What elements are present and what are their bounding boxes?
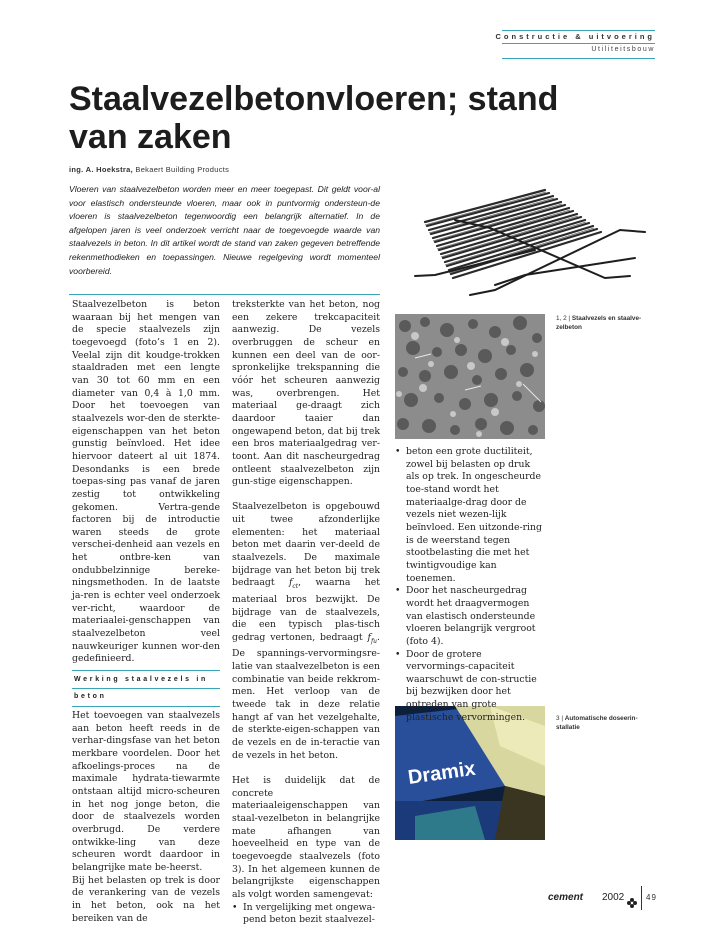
col1-paragraph-1: Staalvezelbeton is beton waaraan bij het mengen van de specie staalvezels zijn toegevoegd (foto’s 1 en 2). Veelal zijn dit koudge-trokken staaldraden met een lengte van 30 tot 60 mm en een diameter van 0,4 à 1,0 mm. Door het toevoegen van staalvezels wor-den de sterkte-eigenschappen van het beton gunstig beïnvloed. Het idee hiervoor dateert al uit 1874. Desondanks is een brede toepas-sing pas vanaf de jaren zestig tot ontwikkeling gekomen. Vertra-gende factoren bij de introductie waren steeds de grote verschei-denheid aan vezels en het ontbre-ken van ondubbelzinnige bereke-ningsmethoden. In de laatste ja-ren is echter veel onderzoek ver-richt, waardoor de materiaalei-genschappen van staalvezelbeton veel nauwkeuriger kunnen wor-den gedefinieerd. [72,299,220,665]
col1-paragraph-3: Bij het belasten op trek is door de verankering van de vezels in het beton, ook na het bereiken van de [72,874,220,924]
col3-bullet-list [395,446,543,724]
header-subsection: Utiliteitsbouw [591,46,655,53]
dramix-logo-text: Dramix [406,757,477,789]
header-section: Constructie & uitvoering [495,32,655,41]
photo-fibre-concrete [395,314,545,439]
symbol-ffu: $f_{fu}$ [367,631,378,645]
byline [69,165,229,174]
page-number: 49 [646,893,657,902]
bullet-item: • Door de grotere vervormings-capaciteit waarschuwt de con-structie bij bezwijken door het optreden van grote plastische vervormingen. [395,649,543,725]
header-rule-mid [502,43,655,44]
caption-text: Automatische doseerin-stallatie [556,715,638,731]
header-rule-bottom [502,58,655,59]
bullet-item: • Door het nascheurgedrag wordt het draagvermogen van elastisch ondersteunde vloeren belangrijk vergroot (foto 4). [395,585,543,648]
footer-journal-name: cement [548,892,584,903]
col1-paragraph-2: Het toevoegen van staalvezels aan beton heeft reeds in de verhar-dingsfase van het beton merkbare voordelen. Door het afkoelings-proces na de maximale hydrata-tiewarmte ontstaan altijd micro-scheuren in het nog jonge beton, die door de staalvezels worden overbrugd. De verdere ontwikke-ling van deze scheuren wordt daardoor in belangrijke mate be-heerst. [72,710,220,873]
section-heading-line-1: Werking staalvezels in [74,676,208,684]
col2-paragraph-3: Het is duidelijk dat de concrete materiaaleigenschappen van staal-vezelbeton in belangrijke mate afhangen van hoeveelheid en type van de toegevoegde staalvezels (foto 3). In het algemeen kunnen de belangrijkste eigenschappen als volgt worden samengevat: [232,774,380,900]
symbol-fct: $f_{ct}$ [288,577,299,591]
intro-divider [69,294,380,295]
col2-paragraph-2: Staalvezelbeton is opgebouwd uit twee afzonderlijke elementen: het materiaal beton met daarin ver-deeld de staalvezels. De maximale bijdrage van het beton bij trek bedraagt $f_{ct}$, waarna het materiaal bros bezwijkt. De bijdrage van de staalvezels, die een typisch plas-tisch gedrag vertonen, bedraagt $f_{fu}$. De spannings-vervormingsre-latie van staalvezelbeton is een combinatie van beide rekkrom-men. Het verloop van de tweede tak in deze relatie hangt af van het vezelgehalte, de sterkte-eigen-schappen van de vezels en de in-teractie van de vezels in het beton. [232,501,380,761]
intro-abstract: Vloeren van staalvezelbeton worden meer en meer toegepast. Dit geldt voor-al voor elastisch ondersteunde vloeren, maar ook in puntvormig ondersteun-de vloeren is staalvezelbeton tegenwoordig een belangrijk alternatief. In de afgelopen jaren is veel onderzoek verricht naar de toegevoegde waarde van staalvezels in beton. In dit artikel wordt de stand van zaken gegeven betreffende rekenmethodieken en toepassingen. Nieuwe regelgeving wordt momenteel voorbereid. [69,184,380,276]
caption-number: 1, 2 | [556,315,571,322]
footer-year: 2002 [602,892,625,903]
col2-paragraph-1: treksterkte van het beton, nog een zekere trekcapaciteit aanwezig. De vezels overbruggen de scheur en kunnen een deel van de oor-spronkelijke trekspanning die vóór het scheuren aanwezig was, overbrengen. Het materiaal ge-draagt zich daardoor taaier dan ongewapend beton, dat bij trek een bros materiaalgedrag ver-toont. Aan dit nascheurgedrag ontleent staalvezelbeton zijn gun-stige eigenschappen. [232,299,380,488]
author-name: ing. A. Hoekstra, [69,165,134,174]
photo-dosing-installation [395,706,545,840]
col2-bullet-list [232,902,380,927]
author-affiliation: Bekaert Building Products [135,165,230,174]
photo-steel-fibres [395,180,660,305]
header-rule-top [502,30,655,31]
caption-photo-3 [556,714,656,732]
bullet-item: • In vergelijking met ongewa-pend beton bezit staalvezel- [232,902,380,927]
section-heading-line-2: beton [72,688,220,703]
caption-number: 3 | [556,715,563,722]
column-2 [232,299,380,927]
section-heading [72,670,220,707]
column-3 [395,446,543,724]
column-1 [72,299,220,925]
footer-divider [641,886,642,910]
caption-photo-1-2 [556,314,656,332]
bullet-item-continued: • beton een grote ductiliteit, zowel bij belasten op druk als op trek. In ongescheurde toe-stand wordt het materiaalge-drag door de vezels niet wezen-lijk beïnvloed. Een uitzonde-ring is de weerstand tegen stootbelasting die met het twintigvoudige kan toenemen. [395,446,543,585]
caption-text: Staalvezels en staalve-zelbeton [556,315,642,331]
flower-icon [627,893,637,903]
article-title: Staalvezelbetonvloeren; stand van zaken [69,80,559,156]
